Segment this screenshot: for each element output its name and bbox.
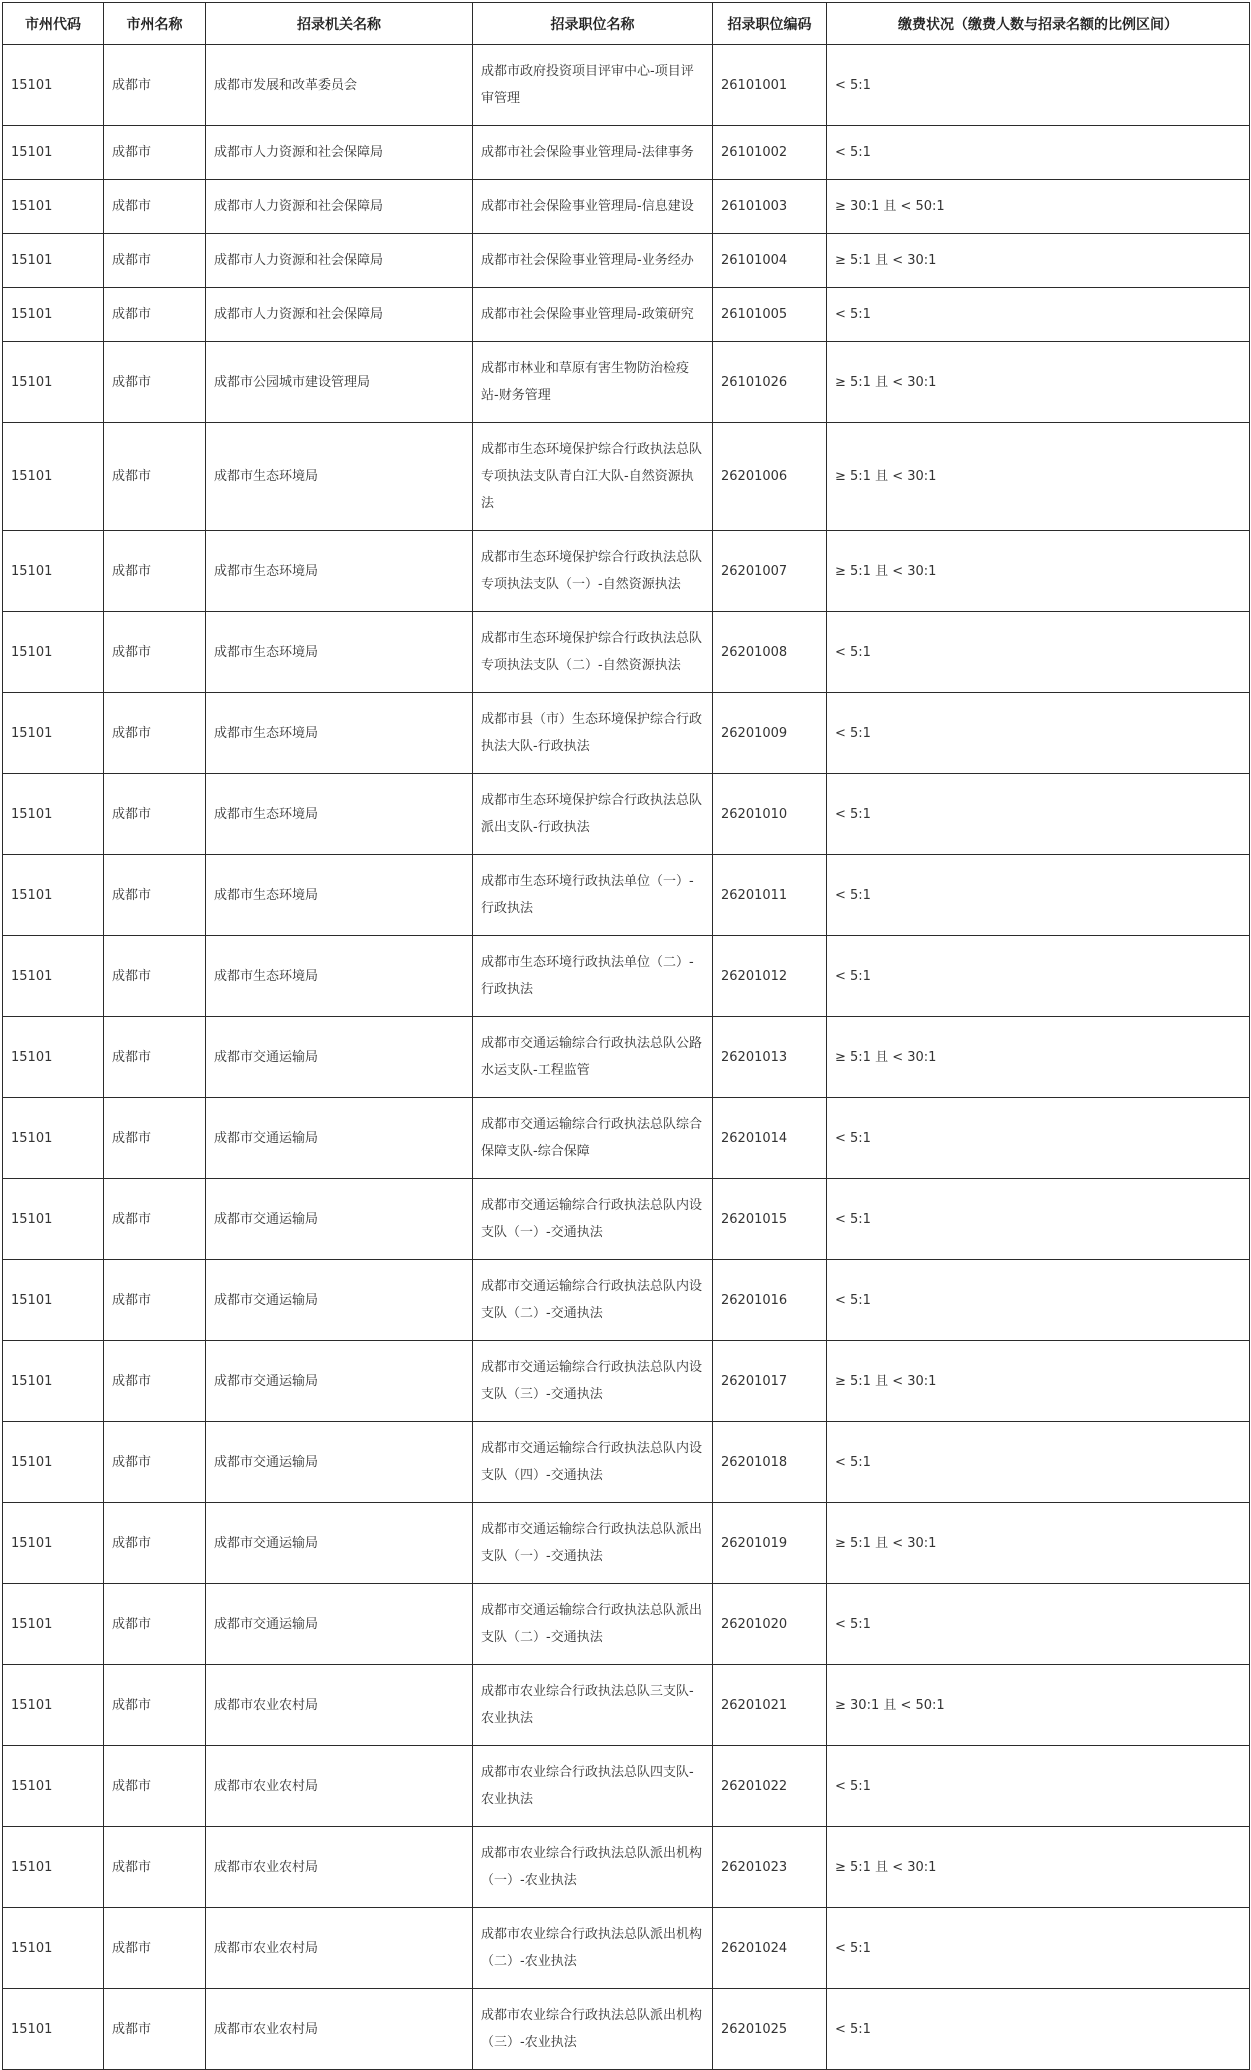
- header-city-name: 市州名称: [104, 3, 206, 45]
- table-row: [3, 288, 1250, 342]
- table-row: [3, 45, 1250, 126]
- table-row: [3, 693, 1250, 774]
- cell-status: ≥ 5:1 且 < 30:1: [827, 1341, 1250, 1422]
- cell-city-code: 15101: [3, 1179, 104, 1260]
- cell-position: 成都市农业综合行政执法总队派出机构（二）-农业执法: [473, 1908, 713, 1989]
- cell-status: < 5:1: [827, 288, 1250, 342]
- cell-agency: 成都市公园城市建设管理局: [206, 342, 473, 423]
- cell-position: 成都市农业综合行政执法总队三支队-农业执法: [473, 1665, 713, 1746]
- cell-city-code: 15101: [3, 774, 104, 855]
- cell-city-name: 成都市: [104, 423, 206, 531]
- cell-status: ≥ 5:1 且 < 30:1: [827, 342, 1250, 423]
- cell-city-name: 成都市: [104, 1017, 206, 1098]
- header-position: 招录职位名称: [473, 3, 713, 45]
- cell-position: 成都市交通运输综合行政执法总队内设支队（三）-交通执法: [473, 1341, 713, 1422]
- table-row: [3, 1746, 1250, 1827]
- cell-agency: 成都市农业农村局: [206, 1989, 473, 2070]
- cell-position-code: 26201007: [713, 531, 827, 612]
- table-row: [3, 1665, 1250, 1746]
- cell-status: < 5:1: [827, 936, 1250, 1017]
- cell-city-code: 15101: [3, 234, 104, 288]
- cell-agency: 成都市交通运输局: [206, 1017, 473, 1098]
- cell-city-name: 成都市: [104, 936, 206, 1017]
- cell-city-name: 成都市: [104, 288, 206, 342]
- cell-position-code: 26201019: [713, 1503, 827, 1584]
- cell-city-name: 成都市: [104, 774, 206, 855]
- cell-position-code: 26201016: [713, 1260, 827, 1341]
- cell-agency: 成都市发展和改革委员会: [206, 45, 473, 126]
- cell-position-code: 26201015: [713, 1179, 827, 1260]
- cell-position-code: 26201025: [713, 1989, 827, 2070]
- cell-position: 成都市生态环境行政执法单位（一）-行政执法: [473, 855, 713, 936]
- table-row: [3, 1179, 1250, 1260]
- cell-position-code: 26201022: [713, 1746, 827, 1827]
- cell-agency: 成都市交通运输局: [206, 1260, 473, 1341]
- cell-position: 成都市交通运输综合行政执法总队公路水运支队-工程监管: [473, 1017, 713, 1098]
- cell-city-code: 15101: [3, 693, 104, 774]
- cell-city-name: 成都市: [104, 342, 206, 423]
- cell-city-code: 15101: [3, 1341, 104, 1422]
- cell-status: < 5:1: [827, 612, 1250, 693]
- cell-city-name: 成都市: [104, 1827, 206, 1908]
- cell-city-code: 15101: [3, 1827, 104, 1908]
- cell-position: 成都市政府投资项目评审中心-项目评审管理: [473, 45, 713, 126]
- cell-city-code: 15101: [3, 1017, 104, 1098]
- cell-status: < 5:1: [827, 774, 1250, 855]
- cell-city-name: 成都市: [104, 126, 206, 180]
- cell-position-code: 26101003: [713, 180, 827, 234]
- cell-city-name: 成都市: [104, 1179, 206, 1260]
- cell-city-code: 15101: [3, 1989, 104, 2070]
- cell-city-name: 成都市: [104, 1098, 206, 1179]
- cell-city-name: 成都市: [104, 693, 206, 774]
- cell-agency: 成都市生态环境局: [206, 531, 473, 612]
- cell-status: ≥ 5:1 且 < 30:1: [827, 1503, 1250, 1584]
- cell-status: < 5:1: [827, 45, 1250, 126]
- cell-city-code: 15101: [3, 1260, 104, 1341]
- cell-status: < 5:1: [827, 1098, 1250, 1179]
- cell-city-code: 15101: [3, 180, 104, 234]
- table-row: [3, 855, 1250, 936]
- cell-agency: 成都市交通运输局: [206, 1503, 473, 1584]
- recruitment-fee-status-table: [2, 2, 1250, 2070]
- cell-agency: 成都市交通运输局: [206, 1584, 473, 1665]
- cell-position-code: 26201010: [713, 774, 827, 855]
- cell-agency: 成都市农业农村局: [206, 1827, 473, 1908]
- cell-agency: 成都市农业农村局: [206, 1908, 473, 1989]
- cell-agency: 成都市人力资源和社会保障局: [206, 234, 473, 288]
- cell-city-code: 15101: [3, 342, 104, 423]
- cell-agency: 成都市生态环境局: [206, 855, 473, 936]
- cell-position: 成都市交通运输综合行政执法总队派出支队（一）-交通执法: [473, 1503, 713, 1584]
- cell-status: ≥ 30:1 且 < 50:1: [827, 1665, 1250, 1746]
- cell-city-name: 成都市: [104, 1260, 206, 1341]
- header-position-code: 招录职位编码: [713, 3, 827, 45]
- cell-position-code: 26201011: [713, 855, 827, 936]
- cell-city-name: 成都市: [104, 1422, 206, 1503]
- cell-position-code: 26201020: [713, 1584, 827, 1665]
- cell-city-code: 15101: [3, 855, 104, 936]
- cell-agency: 成都市交通运输局: [206, 1179, 473, 1260]
- table-row: [3, 126, 1250, 180]
- cell-city-code: 15101: [3, 1908, 104, 1989]
- cell-city-name: 成都市: [104, 1908, 206, 1989]
- cell-city-code: 15101: [3, 936, 104, 1017]
- cell-status: < 5:1: [827, 693, 1250, 774]
- table-row: [3, 1422, 1250, 1503]
- cell-position: 成都市交通运输综合行政执法总队内设支队（四）-交通执法: [473, 1422, 713, 1503]
- header-agency: 招录机关名称: [206, 3, 473, 45]
- table-row: [3, 1584, 1250, 1665]
- cell-position: 成都市农业综合行政执法总队四支队-农业执法: [473, 1746, 713, 1827]
- cell-city-name: 成都市: [104, 1341, 206, 1422]
- cell-city-name: 成都市: [104, 1989, 206, 2070]
- cell-position: 成都市生态环境保护综合行政执法总队专项执法支队（一）-自然资源执法: [473, 531, 713, 612]
- cell-position: 成都市交通运输综合行政执法总队派出支队（二）-交通执法: [473, 1584, 713, 1665]
- cell-city-name: 成都市: [104, 1746, 206, 1827]
- cell-status: < 5:1: [827, 1260, 1250, 1341]
- cell-position: 成都市生态环境保护综合行政执法总队专项执法支队青白江大队-自然资源执法: [473, 423, 713, 531]
- table-row: [3, 612, 1250, 693]
- cell-city-name: 成都市: [104, 612, 206, 693]
- cell-city-code: 15101: [3, 1584, 104, 1665]
- cell-position: 成都市社会保险事业管理局-信息建设: [473, 180, 713, 234]
- cell-agency: 成都市农业农村局: [206, 1746, 473, 1827]
- cell-city-code: 15101: [3, 612, 104, 693]
- table-row: [3, 531, 1250, 612]
- table-row: [3, 1989, 1250, 2070]
- cell-status: < 5:1: [827, 1422, 1250, 1503]
- cell-agency: 成都市生态环境局: [206, 936, 473, 1017]
- cell-position: 成都市生态环境行政执法单位（二）-行政执法: [473, 936, 713, 1017]
- cell-city-code: 15101: [3, 1098, 104, 1179]
- cell-position: 成都市交通运输综合行政执法总队综合保障支队-综合保障: [473, 1098, 713, 1179]
- cell-status: ≥ 5:1 且 < 30:1: [827, 1017, 1250, 1098]
- cell-city-code: 15101: [3, 288, 104, 342]
- cell-position-code: 26101004: [713, 234, 827, 288]
- table-row: [3, 774, 1250, 855]
- cell-position: 成都市交通运输综合行政执法总队内设支队（二）-交通执法: [473, 1260, 713, 1341]
- table-row: [3, 1260, 1250, 1341]
- table-row: [3, 1908, 1250, 1989]
- cell-status: ≥ 30:1 且 < 50:1: [827, 180, 1250, 234]
- cell-agency: 成都市生态环境局: [206, 612, 473, 693]
- cell-position: 成都市社会保险事业管理局-法律事务: [473, 126, 713, 180]
- cell-position-code: 26201009: [713, 693, 827, 774]
- cell-city-code: 15101: [3, 1665, 104, 1746]
- cell-position-code: 26201008: [713, 612, 827, 693]
- table-row: [3, 1827, 1250, 1908]
- table-row: [3, 234, 1250, 288]
- cell-city-code: 15101: [3, 45, 104, 126]
- cell-status: < 5:1: [827, 126, 1250, 180]
- cell-position: 成都市社会保险事业管理局-业务经办: [473, 234, 713, 288]
- table-row: [3, 180, 1250, 234]
- header-row: [3, 3, 1250, 45]
- cell-position: 成都市农业综合行政执法总队派出机构（一）-农业执法: [473, 1827, 713, 1908]
- cell-position-code: 26201012: [713, 936, 827, 1017]
- cell-agency: 成都市农业农村局: [206, 1665, 473, 1746]
- cell-status: < 5:1: [827, 1746, 1250, 1827]
- cell-position-code: 26201014: [713, 1098, 827, 1179]
- cell-position-code: 26101026: [713, 342, 827, 423]
- cell-position-code: 26201017: [713, 1341, 827, 1422]
- cell-agency: 成都市人力资源和社会保障局: [206, 180, 473, 234]
- cell-city-name: 成都市: [104, 1584, 206, 1665]
- cell-agency: 成都市交通运输局: [206, 1422, 473, 1503]
- cell-status: ≥ 5:1 且 < 30:1: [827, 234, 1250, 288]
- table-row: [3, 423, 1250, 531]
- cell-agency: 成都市交通运输局: [206, 1098, 473, 1179]
- cell-city-name: 成都市: [104, 1665, 206, 1746]
- cell-status: < 5:1: [827, 1989, 1250, 2070]
- cell-position-code: 26201023: [713, 1827, 827, 1908]
- cell-agency: 成都市人力资源和社会保障局: [206, 288, 473, 342]
- cell-position-code: 26101001: [713, 45, 827, 126]
- cell-status: ≥ 5:1 且 < 30:1: [827, 1827, 1250, 1908]
- recruitment-table-container: [2, 2, 1249, 2070]
- table-row: [3, 1098, 1250, 1179]
- cell-status: < 5:1: [827, 855, 1250, 936]
- cell-position-code: 26201018: [713, 1422, 827, 1503]
- cell-position-code: 26101005: [713, 288, 827, 342]
- cell-city-name: 成都市: [104, 855, 206, 936]
- cell-city-code: 15101: [3, 1422, 104, 1503]
- cell-city-name: 成都市: [104, 1503, 206, 1584]
- cell-position: 成都市农业综合行政执法总队派出机构（三）-农业执法: [473, 1989, 713, 2070]
- header-city-code: 市州代码: [3, 3, 104, 45]
- cell-agency: 成都市生态环境局: [206, 423, 473, 531]
- cell-position: 成都市生态环境保护综合行政执法总队专项执法支队（二）-自然资源执法: [473, 612, 713, 693]
- cell-position: 成都市生态环境保护综合行政执法总队派出支队-行政执法: [473, 774, 713, 855]
- cell-city-name: 成都市: [104, 45, 206, 126]
- cell-agency: 成都市人力资源和社会保障局: [206, 126, 473, 180]
- cell-status: ≥ 5:1 且 < 30:1: [827, 531, 1250, 612]
- table-body: [3, 45, 1250, 2070]
- cell-status: < 5:1: [827, 1179, 1250, 1260]
- header-status: 缴费状况（缴费人数与招录名额的比例区间）: [827, 3, 1250, 45]
- table-row: [3, 342, 1250, 423]
- table-header: [3, 3, 1250, 45]
- cell-position-code: 26201024: [713, 1908, 827, 1989]
- cell-position-code: 26101002: [713, 126, 827, 180]
- cell-city-name: 成都市: [104, 531, 206, 612]
- table-row: [3, 1503, 1250, 1584]
- cell-status: < 5:1: [827, 1908, 1250, 1989]
- table-row: [3, 936, 1250, 1017]
- cell-agency: 成都市交通运输局: [206, 1341, 473, 1422]
- cell-status: ≥ 5:1 且 < 30:1: [827, 423, 1250, 531]
- cell-city-name: 成都市: [104, 234, 206, 288]
- cell-agency: 成都市生态环境局: [206, 774, 473, 855]
- cell-position: 成都市林业和草原有害生物防治检疫站-财务管理: [473, 342, 713, 423]
- cell-city-code: 15101: [3, 531, 104, 612]
- cell-city-name: 成都市: [104, 180, 206, 234]
- cell-city-code: 15101: [3, 126, 104, 180]
- cell-position: 成都市社会保险事业管理局-政策研究: [473, 288, 713, 342]
- cell-agency: 成都市生态环境局: [206, 693, 473, 774]
- cell-position-code: 26201021: [713, 1665, 827, 1746]
- table-row: [3, 1341, 1250, 1422]
- cell-city-code: 15101: [3, 423, 104, 531]
- cell-status: < 5:1: [827, 1584, 1250, 1665]
- cell-city-code: 15101: [3, 1746, 104, 1827]
- cell-position-code: 26201006: [713, 423, 827, 531]
- cell-position: 成都市交通运输综合行政执法总队内设支队（一）-交通执法: [473, 1179, 713, 1260]
- cell-position-code: 26201013: [713, 1017, 827, 1098]
- cell-city-code: 15101: [3, 1503, 104, 1584]
- table-row: [3, 1017, 1250, 1098]
- cell-position: 成都市县（市）生态环境保护综合行政执法大队-行政执法: [473, 693, 713, 774]
